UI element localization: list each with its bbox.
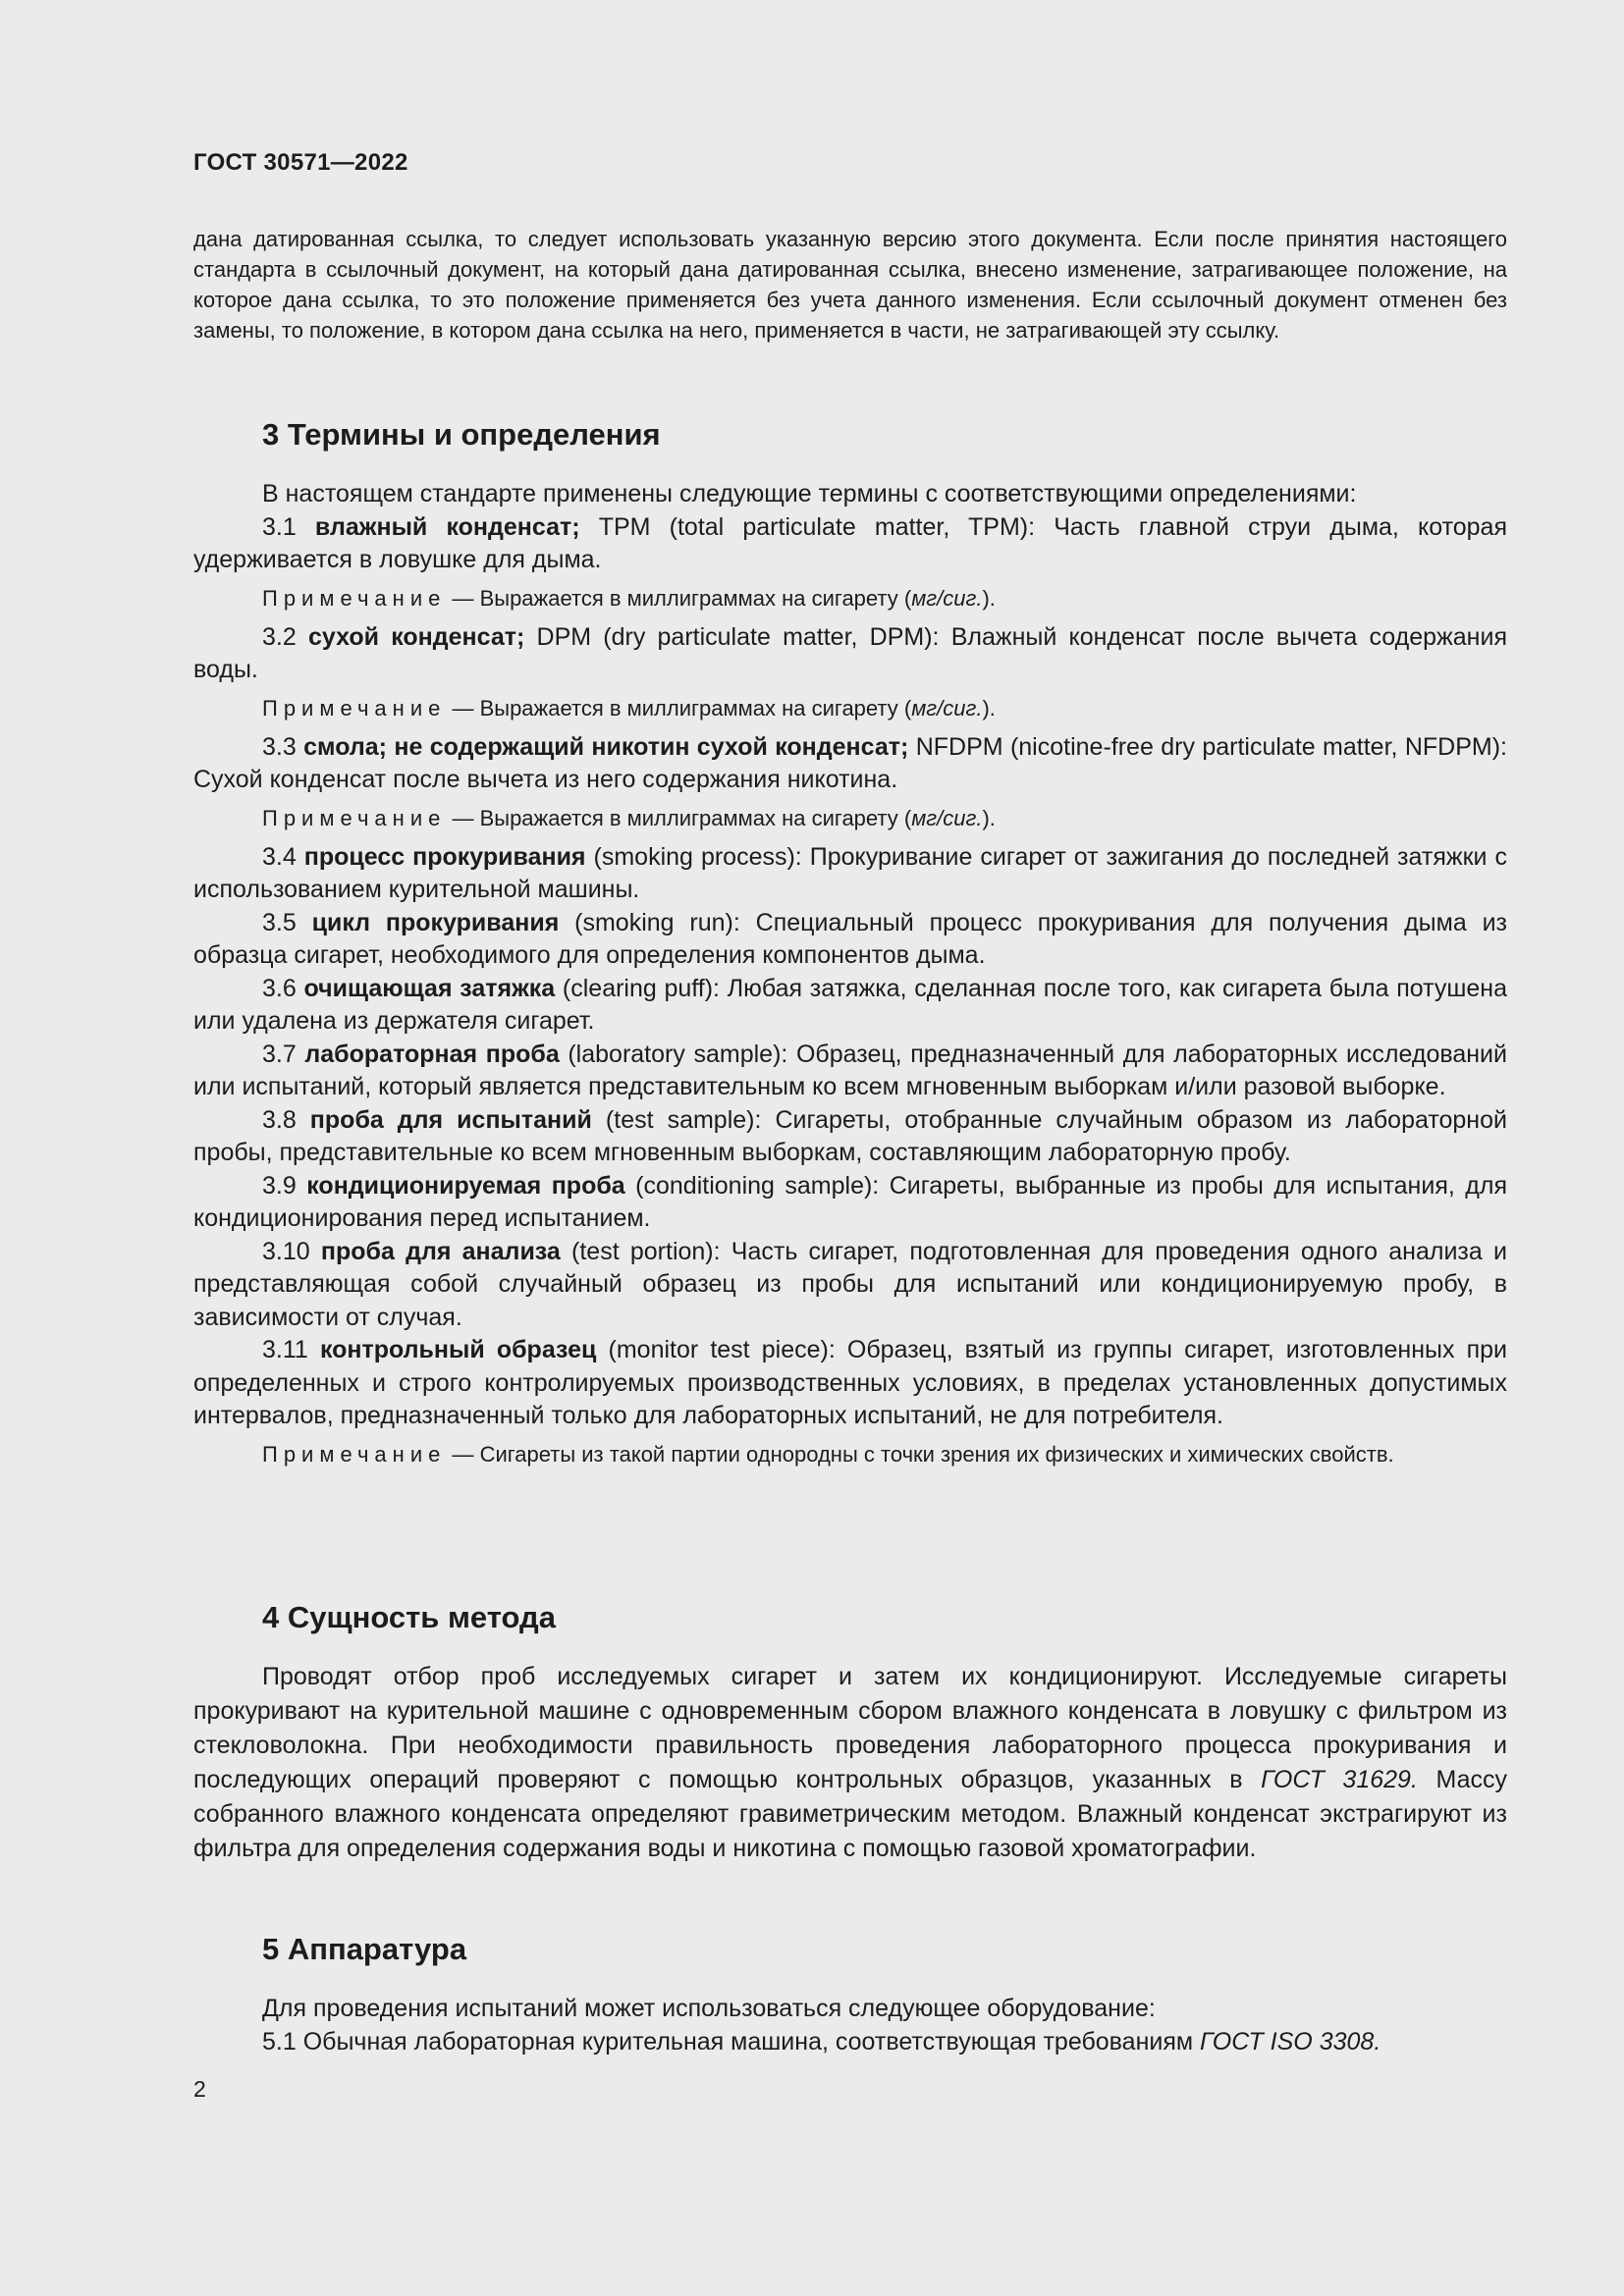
term-note bbox=[193, 584, 1507, 614]
term-def: DPM (dry particulate matter, DPM): Влажный конденсат после вычета содержания воды. bbox=[193, 622, 1507, 683]
term-def: TPM (total particulate matter, TPM): Часть главной струи дыма, которая удерживается в ловушке для дыма. bbox=[193, 512, 1507, 573]
term-definition bbox=[193, 907, 1507, 973]
term-definition bbox=[193, 621, 1507, 687]
term-number: 3.1 bbox=[262, 512, 297, 541]
section-5-item-ref: ГОСТ ISO 3308. bbox=[1200, 2027, 1381, 2056]
term-name: проба для анализа bbox=[320, 1237, 561, 1265]
term-name: кондиционируемая проба bbox=[306, 1171, 625, 1200]
note-unit: мг/сиг. bbox=[911, 695, 983, 721]
term-number: 3.4 bbox=[262, 842, 297, 871]
note-label: Примечание bbox=[262, 585, 447, 611]
term-number: 3.8 bbox=[262, 1105, 297, 1134]
note-label: Примечание bbox=[262, 805, 447, 830]
note-end: ). bbox=[982, 805, 996, 830]
term-note bbox=[193, 804, 1507, 833]
term-name: очищающая затяжка bbox=[303, 974, 556, 1002]
section-4-text-b: Массу собранного влажного конденсата определяют гравиметрическим методом. Влажный конденсат экстрагируют из фильтра для определения содержания воды и никотина с помощью газовой хроматографии. bbox=[193, 1766, 1507, 1862]
term-number: 3.11 bbox=[262, 1336, 308, 1363]
section-3-title: 3 Термины и определения bbox=[262, 417, 661, 452]
note-text: Выражается в миллиграммах на сигарету ( bbox=[479, 585, 912, 611]
term-name: лабораторная проба bbox=[304, 1040, 560, 1068]
term-name: сухой конденсат; bbox=[307, 622, 525, 651]
note-dash: — bbox=[446, 585, 480, 611]
note-dash: — bbox=[446, 695, 480, 721]
section-4-title: 4 Сущность метода bbox=[262, 1600, 556, 1634]
note-dash: — bbox=[446, 1441, 480, 1467]
section-4-paragraph bbox=[193, 1660, 1507, 1866]
note-end: ). bbox=[982, 585, 996, 611]
section-5-item-text: 5.1 Обычная лабораторная курительная машина, соответствующая требованиям bbox=[262, 2027, 1201, 2056]
term-name: влажный конденсат; bbox=[314, 512, 580, 541]
term-def: NFDPM (nicotine-free dry particulate matter, NFDPM): Сухой конденсат после вычета из него содержания никотина. bbox=[193, 732, 1507, 793]
note-unit: мг/сиг. bbox=[911, 585, 983, 611]
term-definition bbox=[193, 1039, 1507, 1104]
term-def: (monitor test piece): Образец, взятый из группы сигарет, изготовленных при определенных и строго контролируемых производственных условиях, в пределах установленных допустимых интервалов, предназначенный только для лабораторных испытаний, не для потребителя. bbox=[193, 1336, 1507, 1429]
section-4-text-a: Проводят отбор проб исследуемых сигарет и затем их кондиционируют. Исследуемые сигареты прокуривают на курительной машине с одновременным сбором влажного конденсата в ловушку с фильтром из стекловолокна. При необходимости правильность проведения лабораторного процесса прокуривания и последующих операций проверяют с помощью контрольных образцов, указанных в bbox=[193, 1663, 1507, 1793]
term-name: процесс прокуривания bbox=[303, 842, 586, 871]
term-number: 3.2 bbox=[262, 622, 297, 651]
term-def: (clearing puff): Любая затяжка, сделанная после того, как сигарета была потушена или удалена из держателя сигарет. bbox=[193, 974, 1507, 1035]
section-5-title: 5 Аппаратура bbox=[262, 1932, 467, 1966]
section-4-body bbox=[193, 1660, 1507, 1866]
section-4-ref: ГОСТ 31629. bbox=[1261, 1766, 1418, 1793]
note-end: ). bbox=[982, 695, 996, 721]
section-5-item bbox=[193, 2026, 1507, 2059]
term-number: 3.9 bbox=[262, 1171, 297, 1200]
note-dash: — bbox=[446, 805, 480, 830]
term-number: 3.6 bbox=[262, 974, 297, 1002]
term-name: проба для испытаний bbox=[309, 1105, 592, 1134]
page-number: 2 bbox=[193, 2076, 206, 2102]
term-definition bbox=[193, 1104, 1507, 1170]
term-definition bbox=[193, 1170, 1507, 1236]
term-definition bbox=[193, 1334, 1507, 1433]
term-definition bbox=[193, 511, 1507, 577]
term-definition bbox=[193, 731, 1507, 797]
note-text: Сигареты из такой партии однородны с точки зрения их физических и химических свойств. bbox=[479, 1441, 1394, 1467]
term-number: 3.10 bbox=[262, 1237, 310, 1265]
section-3-lead: В настоящем стандарте применены следующие термины с соответствующими определениями: bbox=[262, 480, 1357, 507]
intro-paragraph: дана датированная ссылка, то следует использовать указанную версию этого документа. Если после принятия настоящего стандарта в ссылочный документ, на который дана датированная ссылка, внесено изменение, затрагивающее положение, на которое дана ссылка, то это положение применяется без учета данного изменения. Если ссылочный документ отменен без замены, то положение, в котором дана ссылка на него, применяется в части, не затрагивающей эту ссылку. bbox=[193, 227, 1507, 343]
term-def: (conditioning sample): Сигареты, выбранные из пробы для испытания, для кондиционирования перед испытанием. bbox=[193, 1171, 1507, 1232]
note-text: Выражается в миллиграммах на сигарету ( bbox=[479, 695, 912, 721]
term-note bbox=[193, 1440, 1507, 1469]
note-unit: мг/сиг. bbox=[911, 805, 983, 830]
term-number: 3.7 bbox=[262, 1040, 297, 1068]
term-definition bbox=[193, 841, 1507, 907]
term-def: (test sample): Сигареты, отобранные случайным образом из лабораторной пробы, представительные ко всем мгновенным выборкам, составляющим лабораторную пробу. bbox=[193, 1105, 1507, 1166]
term-def: (smoking run): Специальный процесс прокуривания для получения дыма из образца сигарет, необходимого для определения компонентов дыма. bbox=[193, 908, 1508, 969]
term-number: 3.5 bbox=[262, 908, 297, 936]
note-text: Выражается в миллиграммах на сигарету ( bbox=[479, 805, 912, 830]
term-definition bbox=[193, 973, 1507, 1039]
note-label: Примечание bbox=[262, 1441, 447, 1467]
term-note bbox=[193, 694, 1507, 723]
term-definition bbox=[193, 1236, 1507, 1335]
term-name: контрольный образец bbox=[319, 1336, 597, 1363]
term-def: (smoking process): Прокуривание сигарет от зажигания до последней затяжки с использованием курительной машины. bbox=[193, 842, 1507, 903]
term-number: 3.3 bbox=[262, 732, 297, 761]
term-def: (laboratory sample): Образец, предназначенный для лабораторных исследований или испытаний, который является представительным ко всем мгновенным выборкам и/или разовой выборке. bbox=[193, 1040, 1507, 1100]
note-label: Примечание bbox=[262, 695, 447, 721]
term-name: цикл прокуривания bbox=[311, 908, 560, 936]
term-name: смола; не содержащий никотин сухой конденсат; bbox=[303, 732, 909, 761]
section-5-lead: Для проведения испытаний может использоваться следующее оборудование: bbox=[262, 1995, 1156, 2022]
term-def: (test portion): Часть сигарет, подготовленная для проведения одного анализа и представляющая собой случайный образец из пробы для испытаний или кондиционируемую пробу, в зависимости от случая. bbox=[193, 1237, 1507, 1331]
document-header: ГОСТ 30571—2022 bbox=[193, 149, 408, 176]
section-3-body bbox=[193, 478, 1507, 1477]
section-5-body bbox=[193, 1993, 1507, 2058]
